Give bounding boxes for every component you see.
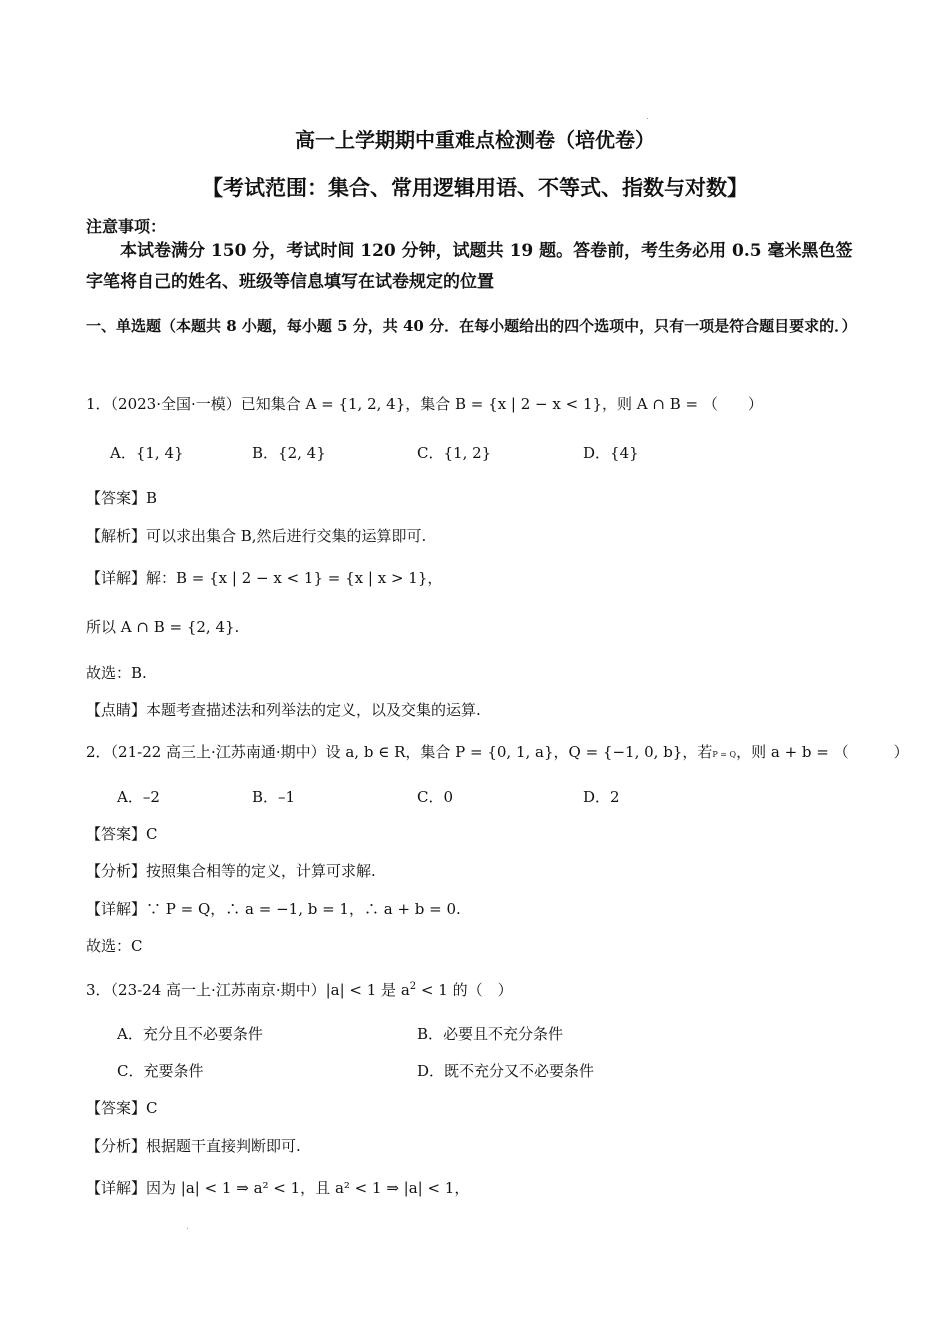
q3-option-d: D．既不充分又不必要条件 bbox=[417, 1062, 595, 1080]
q1-detail: 【详解】解：B = {x | 2 − x < 1} = {x | x > 1}， bbox=[86, 569, 443, 587]
q3-stem-exponent: 2 bbox=[409, 981, 417, 992]
q3-detail: 【详解】因为 |a| < 1 ⇒ a² < 1，且 a² < 1 ⇒ |a| < 1， bbox=[86, 1179, 470, 1197]
q1-option-c: C．{1, 2} bbox=[417, 444, 492, 462]
notice-text: 本试卷满分 150 分，考试时间 120 分钟，试题共 19 题。答卷前，考生务必用 0.5 毫米黑色签字笔将自己的姓名、班级等信息填写在试卷规定的位置 bbox=[86, 241, 853, 292]
q2-analysis: 【分析】按照集合相等的定义，计算可求解. bbox=[86, 862, 376, 880]
q2-option-c: C．0 bbox=[417, 788, 454, 806]
q1-option-d: D．{4} bbox=[583, 444, 639, 462]
paper-title: 高一上学期期中重难点检测卷（培优卷） bbox=[295, 128, 655, 152]
scan-speck bbox=[647, 118, 648, 119]
q1-choice: 故选：B. bbox=[86, 664, 147, 682]
q3-answer: 【答案】C bbox=[86, 1099, 158, 1117]
q2-stem bbox=[86, 741, 909, 762]
q1-comment: 【点睛】本题考查描述法和列举法的定义，以及交集的运算. bbox=[86, 701, 481, 719]
notice-body bbox=[86, 236, 868, 298]
scan-speck bbox=[187, 1228, 188, 1229]
q1-result: 所以 A ∩ B = {2, 4}. bbox=[86, 618, 240, 636]
q3-stem-tail: < 1 的（ ） bbox=[416, 981, 513, 999]
q1-answer: 【答案】B bbox=[86, 489, 158, 507]
q2-option-b: B．–1 bbox=[252, 788, 296, 806]
q2-option-d: D．2 bbox=[583, 788, 620, 806]
q3-option-b: B．必要且不充分条件 bbox=[417, 1025, 564, 1043]
q1-analysis: 【解析】可以求出集合 B,然后进行交集的运算即可. bbox=[86, 527, 427, 545]
q3-analysis: 【分析】根据题干直接判断即可. bbox=[86, 1137, 301, 1155]
notice-heading: 注意事项： bbox=[86, 217, 167, 236]
q2-detail: 【详解】∵ P = Q，∴ a = −1, b = 1，∴ a + b = 0. bbox=[86, 900, 461, 918]
q3-stem-main: 3．（23-24 高一上·江苏南京·期中）|a| < 1 是 a bbox=[86, 981, 410, 999]
q1-option-b: B．{2, 4} bbox=[252, 444, 326, 462]
q2-stem-main: 2．（21-22 高三上·江苏南通·期中）设 a, b ∈ R，集合 P = {0, 1, a}，Q = {−1, 0, b}，若 bbox=[86, 743, 713, 761]
exam-scope: 【考试范围：集合、常用逻辑用语、不等式、指数与对数】 bbox=[202, 175, 748, 200]
q1-stem: 1．（2023·全国·一模）已知集合 A = {1, 2, 4}，集合 B = {x | 2 − x < 1}，则 A ∩ B = （ ） bbox=[86, 395, 763, 413]
q2-stem-tail: ，则 a + b = （ ） bbox=[736, 743, 909, 761]
q3-option-c: C．充要条件 bbox=[117, 1062, 204, 1080]
q3-option-a: A．充分且不必要条件 bbox=[117, 1025, 263, 1043]
q2-option-a: A．–2 bbox=[117, 788, 160, 806]
q3-stem bbox=[86, 979, 513, 1000]
q2-stem-condition: P = Q bbox=[712, 750, 737, 759]
q2-choice: 故选：C bbox=[86, 937, 143, 955]
section-heading: 一、单选题（本题共 8 小题，每小题 5 分，共 40 分．在每小题给出的四个选项中，只有一项是符合题目要求的．） bbox=[86, 317, 857, 335]
q1-option-a: A．{1, 4} bbox=[110, 444, 184, 462]
q2-answer: 【答案】C bbox=[86, 825, 158, 843]
